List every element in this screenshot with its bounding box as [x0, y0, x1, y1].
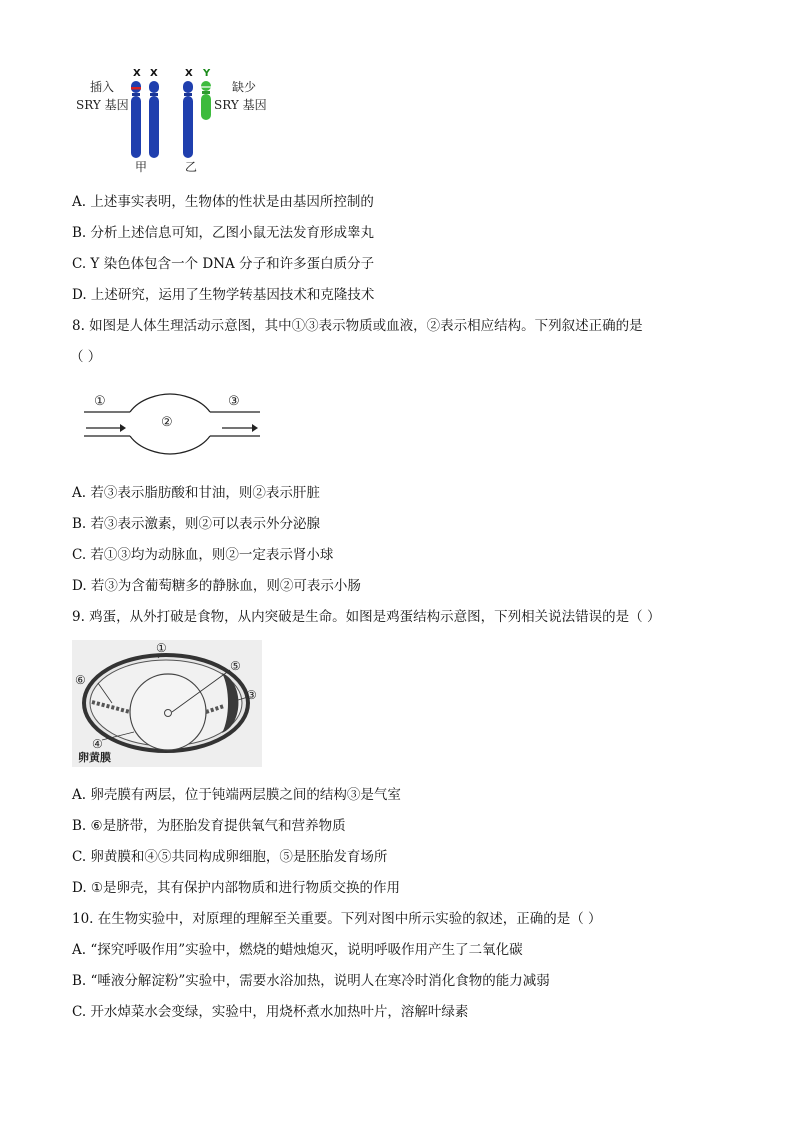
q9-stem: 9. 鸡蛋，从外打破是食物，从内突破是生命。如图是鸡蛋结构示意图，下列相关说法错误的是（ ） — [72, 609, 661, 625]
q7-option-b: B. 分析上述信息可知，乙图小鼠无法发育形成睾丸 — [72, 225, 375, 241]
q9-option-d: D. ①是卵壳，其有保护内部物质和进行物质交换的作用 — [72, 880, 401, 896]
q10-option-b: B. “唾液分解淀粉”实验中，需要水浴加热，说明人在寒冷时消化食物的能力减弱 — [72, 973, 550, 989]
q8-diagram — [82, 388, 262, 460]
q8-label-1: ① — [94, 394, 106, 409]
chromosome-x-yi — [183, 81, 193, 158]
q9-option-b: B. ⑥是脐带，为胚胎发育提供氧气和营养物质 — [72, 818, 346, 834]
sry-insert-band — [131, 87, 141, 90]
insert-label-line2: SRY 基因 — [76, 98, 129, 112]
egg-label-3: ③ — [246, 688, 257, 702]
q7-option-d: D. 上述研究，运用了生物学转基因技术和克隆技术 — [72, 287, 375, 303]
q9-option-a: A. 卵壳膜有两层，位于钝端两层膜之间的结构③是气室 — [72, 787, 401, 803]
q10-stem: 10. 在生物实验中，对原理的理解至关重要。下列对图中所示实验的叙述，正确的是（ ） — [72, 911, 602, 927]
q8-option-a: A. 若③表示脂肪酸和甘油，则②表示肝脏 — [72, 485, 320, 501]
missing-label-line2: SRY 基因 — [214, 98, 267, 112]
q8-label-3: ③ — [228, 394, 240, 409]
egg-label-4: ④ — [92, 737, 103, 751]
q8-label-2: ② — [161, 415, 173, 430]
egg-label-5: ⑤ — [230, 659, 241, 673]
chromosome-figure — [72, 66, 282, 178]
chromosome-y-missing — [201, 81, 211, 120]
chromosome-drawing — [72, 66, 282, 178]
caption-jia: 甲 — [135, 160, 148, 174]
caption-yi: 乙 — [185, 160, 198, 174]
q8-option-b: B. 若③表示激素，则②可以表示外分泌腺 — [72, 516, 321, 532]
egg-structure-figure — [72, 640, 262, 767]
q9-option-c: C. 卵黄膜和④⑤共同构成卵细胞，⑤是胚胎发育场所 — [72, 849, 388, 865]
q8-stem: 8. 如图是人体生理活动示意图，其中①③表示物质或血液，②表示相应结构。下列叙述正确的是 — [72, 318, 643, 334]
insert-label-line1: 插入 — [90, 80, 115, 94]
egg-caption-yolk-membrane: 卵黄膜 — [78, 751, 111, 764]
chromosome-letter-x1: X — [133, 68, 141, 79]
chromosome-x-inserted — [131, 81, 141, 158]
chromosome-letter-x2: X — [150, 68, 158, 79]
q8-answer-paren: （ ） — [70, 349, 102, 365]
missing-label-line1: 缺少 — [232, 80, 257, 94]
q10-option-c: C. 开水焯菜水会变绿，实验中，用烧杯煮水加热叶片，溶解叶绿素 — [72, 1004, 469, 1020]
chromosome-letter-y: Y — [203, 68, 211, 79]
q10-option-a: A. “探究呼吸作用”实验中，燃烧的蜡烛熄灭，说明呼吸作用产生了二氧化碳 — [72, 942, 523, 958]
q7-option-a: A. 上述事实表明，生物体的性状是由基因所控制的 — [72, 194, 374, 210]
q7-option-c: C. Y 染色体包含一个 DNA 分子和许多蛋白质分子 — [72, 256, 375, 272]
egg-label-6: ⑥ — [75, 673, 86, 687]
q8-option-d: D. 若③为含葡萄糖多的静脉血，则②可表示小肠 — [72, 578, 361, 594]
chromosome-x-normal — [149, 81, 159, 158]
q8-option-c: C. 若①③均为动脉血，则②一定表示肾小球 — [72, 547, 334, 563]
egg-label-1: ① — [156, 641, 167, 655]
chromosome-letter-x3: X — [185, 68, 193, 79]
